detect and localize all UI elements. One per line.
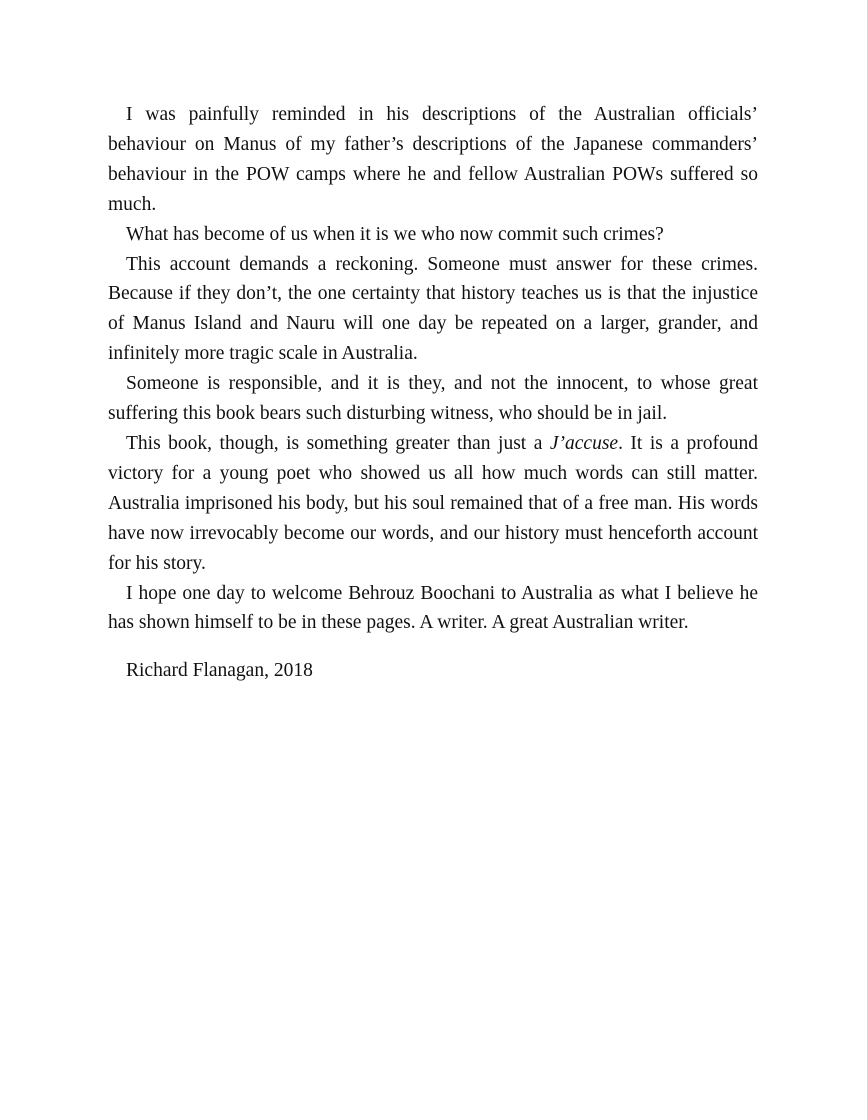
paragraph-5-lead: This book, though, is something greater than just a [126,432,550,454]
paragraph-1: I was painfully reminded in his descriptions of the Australian officials’ behaviour on Manus of my father’s descriptions of the Japanese commanders’ behaviour in the POW camps where he and fellow Australian POWs suffered so much. [108,104,758,215]
paragraph-2: What has become of us when it is we who now commit such crimes? [126,223,664,245]
paragraph-5 [108,429,758,579]
paragraph-5-rest: . It is a profound victory for a young poet who showed us all how much words can still matter. Australia imprisoned his body, but his soul remained that of a free man. His words have now irrevocably become our words, and our history must henceforth account for his story. [108,432,758,574]
signature: Richard Flanagan, 2018 [126,660,313,682]
body-text [108,100,758,686]
paragraph-4: Someone is responsible, and it is they, and not the innocent, to whose great suffering this book bears such disturbing witness, who should be in jail. [108,373,758,425]
paragraph-6: I hope one day to welcome Behrouz Boochani to Australia as what I believe he has shown himself to be in these pages. A writer. A great Australian writer. [108,582,758,634]
paragraph-3: This account demands a reckoning. Someone must answer for these crimes. Because if they don’t, the one certainty that history teaches us is that the injustice of Manus Island and Nauru will one day be repeated on a larger, grander, and infinitely more tragic scale in Australia. [108,253,758,365]
jaccuse-italic: J’accuse [549,432,619,454]
